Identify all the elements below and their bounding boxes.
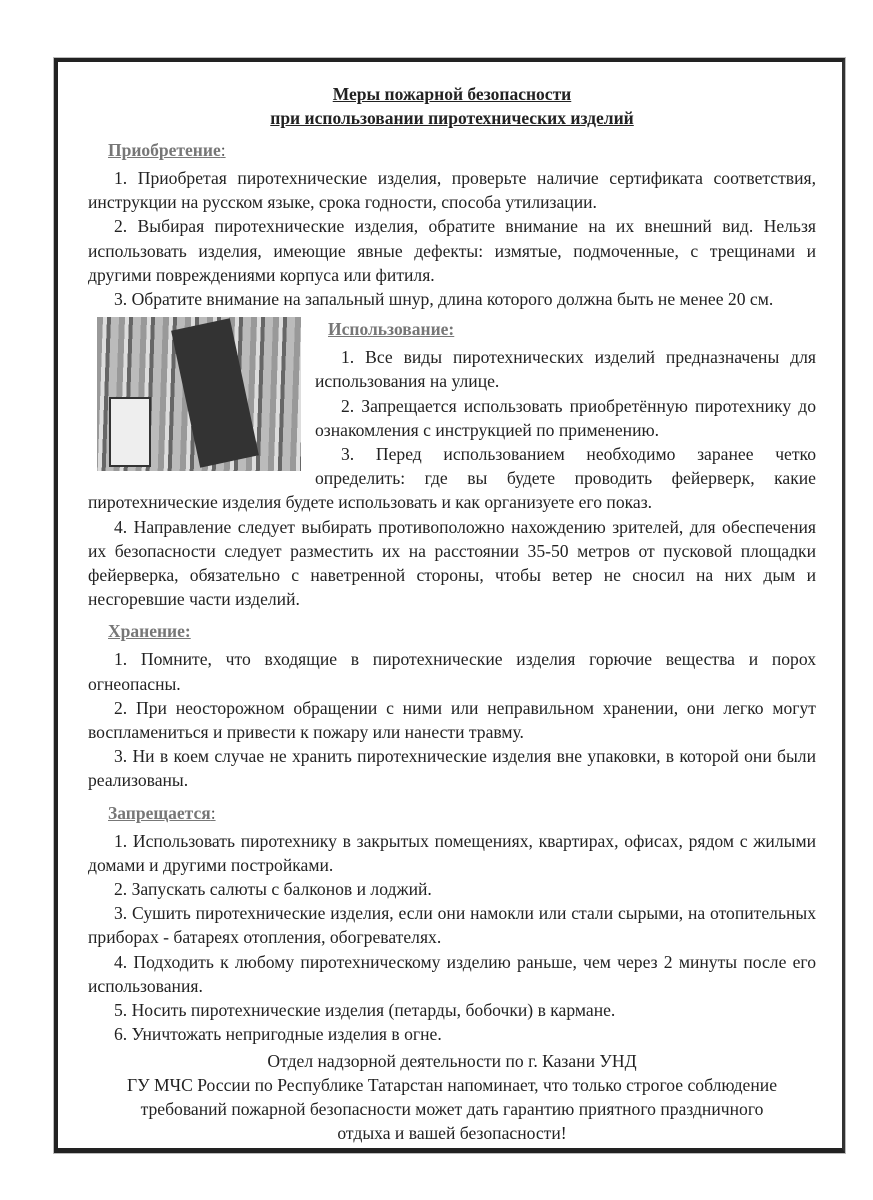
paragraph: 2. Выбирая пиротехнические изделия, обратите внимание на их внешний вид. Нельзя использовать изделия, имеющие явные дефекты: измятые, подмоченные, с трещинами и другими повреждениями корпуса или фитиля. xyxy=(88,216,816,285)
paragraph: 1. Приобретая пиротехнические изделия, проверьте наличие сертификата соответствия, инструкции на русском языке, срока годности, способа утилизации. xyxy=(88,168,816,213)
section-heading-storage: Хранение: xyxy=(108,621,191,642)
footer-department: Отдел надзорной деятельности по г. Казани УНД xyxy=(267,1050,637,1071)
paragraph: 2. Запускать салюты с балконов и лоджий. xyxy=(114,879,432,900)
title-line-2: при использовании пиротехнических изделий xyxy=(270,108,634,128)
paragraph: 6. Уничтожать непригодные изделия в огне. xyxy=(114,1024,442,1045)
section-heading-prohibited: Запрещается: xyxy=(108,802,216,823)
paragraph: 3. Сушить пиротехнические изделия, если они намокли или стали сырыми, на отопительных приборах - батареях отопления, обогревателях. xyxy=(88,903,816,948)
title-line-1: Меры пожарной безопасности xyxy=(332,84,572,104)
fireworks-photo xyxy=(97,317,301,471)
heading-text: Приобретение xyxy=(108,140,221,160)
paragraph: 3. Перед использованием необходимо заранее четко определить: где вы будете проводить фейерверк, какие пиротехнические изделия будете использовать и как организуете его показ. xyxy=(88,444,816,513)
paragraph: 4. Подходить к любому пиротехническому изделию раньше, чем через 2 минуты после его использования. xyxy=(88,951,816,996)
document-title xyxy=(88,82,816,130)
section-heading-purchase: Приобретение: xyxy=(108,140,226,160)
section-heading-usage: Использование: xyxy=(328,319,455,340)
document-content xyxy=(88,82,816,1145)
paragraph: 1. Помните, что входящие в пиротехнические изделия горючие вещества и порох огнеопасны. xyxy=(88,649,816,694)
paragraph: 1. Использовать пиротехнику в закрытых помещениях, квартирах, офисах, рядом с жилыми домами и другими постройками. xyxy=(88,830,816,875)
heading-text: Запрещается xyxy=(108,802,211,823)
paragraph: 2. Запрещается использовать приобретённую пиротехнику до ознакомления с инструкцией по применению. xyxy=(315,395,816,440)
footer-message: ГУ МЧС России по Республике Татарстан напоминает, что только строгое соблюдение требований пожарной безопасности может дать гарантию приятного праздничного отдыха и вашей безопасности! xyxy=(126,1074,778,1144)
paragraph: 3. Обратите внимание на запальный шнур, длина которого должна быть не менее 20 см. xyxy=(114,289,774,310)
paragraph: 4. Направление следует выбирать противоположно нахождению зрителей, для обеспечения их безопасности следует разместить их на расстоянии 35-50 метров от пусковой площадки фейерверка, обязательно с наветренной стороны, чтобы ветер не сносил на них дым и несгоревшие части изделий. xyxy=(88,516,816,610)
paragraph: 1. Все виды пиротехнических изделий предназначены для использования на улице. xyxy=(315,347,816,392)
footer xyxy=(88,1049,816,1146)
paragraph: 3. Ни в коем случае не хранить пиротехнические изделия вне упаковки, в которой они были реализованы. xyxy=(88,746,816,791)
paragraph: 2. При неосторожном обращении с ними или неправильном хранении, они легко могут воспламениться и привести к пожару или нанести травму. xyxy=(88,697,816,743)
paragraph: 5. Носить пиротехнические изделия (петарды, бобочки) в кармане. xyxy=(114,1000,616,1021)
